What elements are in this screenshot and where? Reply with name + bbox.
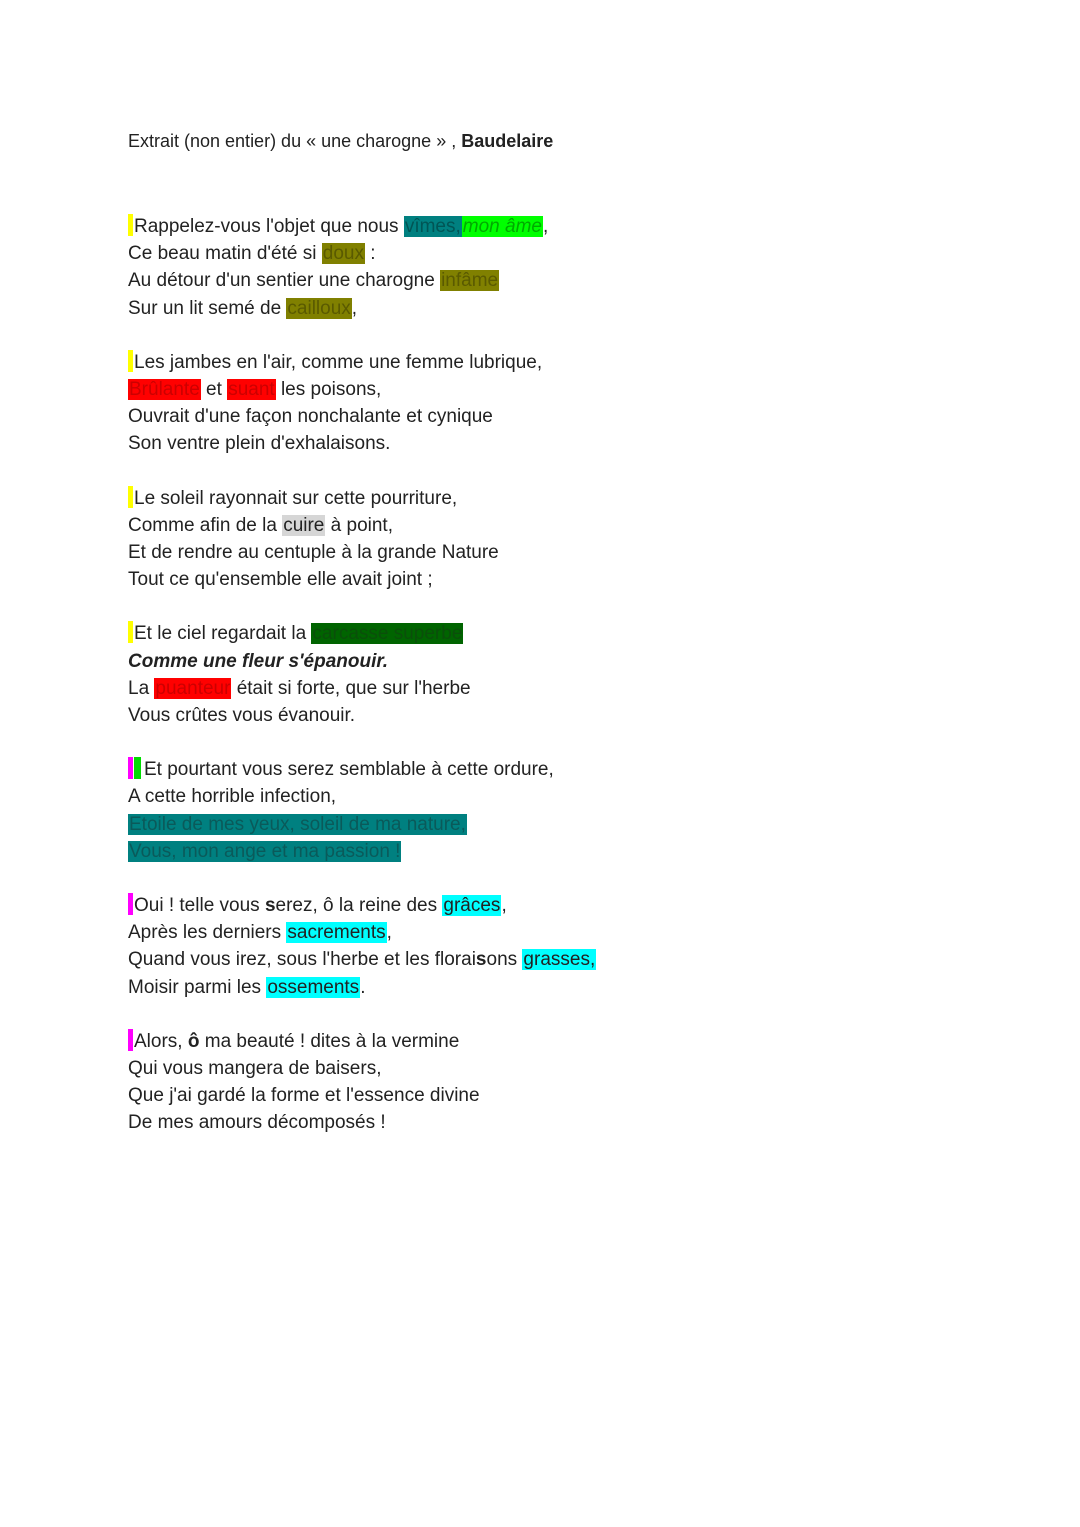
verse-text: , <box>386 922 392 944</box>
verse-line <box>128 213 1028 240</box>
verse-line <box>128 485 1028 512</box>
verse-text: Le soleil rayonnait sur cette pourriture, <box>134 487 458 509</box>
verse-text: erez, ô la reine des <box>275 895 443 917</box>
stanza-3 <box>128 485 1028 594</box>
verse-line: Ouvrait d'une façon nonchalante et cynique <box>128 406 493 428</box>
verse-line: Vous crûtes vous évanouir. <box>128 705 356 727</box>
highlight-teal: vîmes, <box>404 216 461 237</box>
highlight-red: Brûlante <box>129 379 200 401</box>
verse-text: ons <box>486 949 523 971</box>
verse-line <box>128 838 1028 865</box>
verse-line <box>128 756 1028 783</box>
stanza-6 <box>128 892 1028 1001</box>
verse-text: , <box>542 216 549 237</box>
verse-text: et <box>200 379 228 401</box>
verse-text: Les jambes en l'air, comme une femme lubrique, <box>134 351 543 373</box>
verse-line <box>128 675 1028 702</box>
verse-text: Oui ! telle vous <box>134 895 265 917</box>
bold-letter: ô <box>187 1030 200 1052</box>
magenta-marker <box>128 757 133 779</box>
magenta-marker <box>128 1029 133 1051</box>
verse-text: Comme afin de la <box>128 514 283 536</box>
verse-line-emphasis: Comme une fleur s'épanouir. <box>128 650 389 672</box>
verse-text: Et le ciel regardait la <box>134 623 312 645</box>
highlight-gray: cuire <box>283 514 325 536</box>
verse-line <box>128 620 1028 647</box>
verse-text: Quand vous irez, sous l'herbe et les florai <box>128 949 476 971</box>
verse-text: Ce beau matin d'été si <box>128 243 322 265</box>
highlight-cyan: grasses, <box>523 949 596 971</box>
stanza-5 <box>128 756 1028 865</box>
verse-line <box>128 892 1028 919</box>
document-page <box>128 128 1028 1164</box>
yellow-marker <box>128 621 133 643</box>
verse-line: De mes amours décomposés ! <box>128 1112 386 1134</box>
verse-text: . <box>360 976 366 998</box>
verse-line <box>128 267 1028 294</box>
document-title <box>128 128 1028 155</box>
highlight-dark-green: carcasse superbe <box>312 623 463 645</box>
verse-line <box>128 240 1028 267</box>
bold-letter: s <box>264 895 276 917</box>
stanza-1 <box>128 213 1028 322</box>
verse-text: Moisir parmi les <box>128 976 267 998</box>
yellow-marker <box>128 486 133 508</box>
verse-text: Après les derniers <box>128 922 287 944</box>
highlight-cyan: sacrements <box>287 922 386 944</box>
verse-text: Au détour d'un sentier une charogne <box>128 270 441 292</box>
verse-text: à point, <box>325 514 393 536</box>
highlight-lime: mon âme <box>462 216 542 237</box>
verse-text: ma beauté ! dites à la vermine <box>199 1030 460 1052</box>
verse-line <box>128 349 1028 376</box>
verse-line <box>128 295 1028 322</box>
highlight-olive: cailloux <box>287 297 351 319</box>
verse-text: Alors, <box>134 1030 188 1052</box>
stanza-7 <box>128 1028 1028 1137</box>
verse-text: Et pourtant vous serez semblable à cette ordure, <box>144 759 554 781</box>
verse-text: les poisons, <box>275 379 382 401</box>
verse-line <box>128 376 1028 403</box>
verse-line: Son ventre plein d'exhalaisons. <box>128 433 391 455</box>
highlight-olive: doux <box>322 243 364 265</box>
green-marker <box>134 757 141 779</box>
verse-text: , <box>351 297 358 319</box>
highlight-olive: infâme <box>441 270 499 292</box>
verse-line: Et de rendre au centuple à la grande Nature <box>128 542 499 564</box>
verse-text: était si forte, que sur l'herbe <box>231 677 471 699</box>
verse-text: Rappelez-vous l'objet que nous <box>134 216 404 237</box>
title-text: Extrait (non entier) du « une charogne » , <box>128 131 457 151</box>
yellow-marker <box>128 350 133 372</box>
stanza-2 <box>128 349 1028 458</box>
verse-line <box>128 512 1028 539</box>
highlight-teal: Etoile de mes yeux, soleil de ma nature, <box>129 813 466 835</box>
verse-line <box>128 811 1028 838</box>
yellow-marker <box>128 214 133 236</box>
verse-line: Que j'ai gardé la forme et l'essence divine <box>128 1085 480 1107</box>
verse-line: A cette horrible infection, <box>128 786 337 808</box>
stanza-4 <box>128 620 1028 729</box>
verse-text: : <box>364 243 376 265</box>
verse-text: , <box>501 895 507 917</box>
bold-letter: s <box>475 949 487 971</box>
verse-line <box>128 919 1028 946</box>
verse-text: La <box>128 677 155 699</box>
title-author: Baudelaire <box>461 131 554 151</box>
verse-line: Qui vous mangera de baisers, <box>128 1058 382 1080</box>
verse-line <box>128 1028 1028 1055</box>
verse-line <box>128 974 1028 1001</box>
verse-line: Tout ce qu'ensemble elle avait joint ; <box>128 569 433 591</box>
verse-text: Sur un lit semé de <box>128 297 287 319</box>
highlight-cyan: grâces <box>443 895 501 917</box>
magenta-marker <box>128 893 133 915</box>
highlight-teal: Vous, mon ange et ma passion ! <box>129 840 401 862</box>
highlight-cyan: ossements <box>267 976 360 998</box>
highlight-red: suant <box>228 379 275 401</box>
highlight-red: puanteur <box>155 677 231 699</box>
verse-line <box>128 946 1028 973</box>
